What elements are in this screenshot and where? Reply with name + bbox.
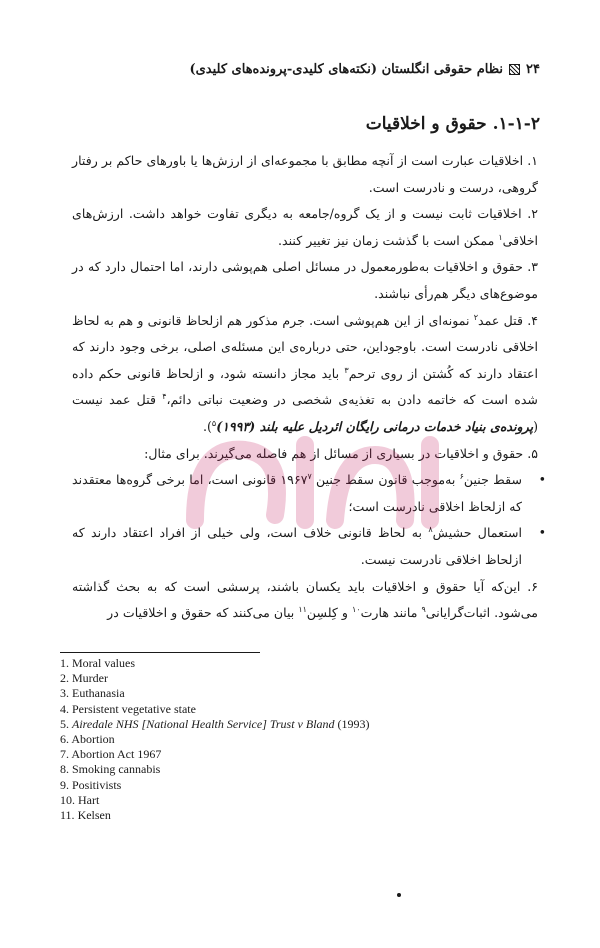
paragraph-1: ۱. اخلاقیات عبارت است از آنچه مطابق با مجموعه‌ای از ارزش‌ها یا باورهای حاکم بر رفتار گروهی، درست و نادرست است. — [72, 153, 538, 195]
bullet-2-text-b: به لحاظ قانونی خلاف است، ولی خیلی از افراد اعتقاد دارند که ازلحاظ اخلاقی نادرست نیست. — [72, 525, 522, 567]
case-citation: پرونده‌ی بنیاد خدمات درمانی رایگان ائردیل علیه بلند — [259, 418, 534, 434]
paragraph-2-text: ۲. اخلاقیات ثابت نیست و از یک گروه/جامعه به دیگری تفاوت خواهد داشت. ارزش‌های اخلاقی — [72, 206, 538, 248]
bullet-2-text: استعمال حشیش — [432, 525, 522, 541]
footnote-separator — [60, 652, 260, 653]
footnote-ref-4[interactable]: ۴ — [162, 392, 167, 402]
case-year: (۱۹۹۳) — [216, 418, 260, 434]
paragraph-3: ۳. حقوق و اخلاقیات به‌طورمعمول در مسائل اصلی هم‌پوشی دارند، اما احتمال دارد که در موضوع‌های دیگر هم‌رأی نباشند. — [72, 259, 538, 301]
paragraph-6-text-c: و کِلسِن — [306, 605, 352, 621]
footnote-6: 6. Abortion — [60, 732, 115, 747]
footnote-ref-10[interactable]: ۱۰ — [351, 604, 361, 614]
footnote-ref-6[interactable]: ۶ — [459, 471, 464, 481]
footnote-ref-1[interactable]: ۱ — [498, 232, 503, 242]
footnote-1: 1. Moral values — [60, 656, 135, 670]
footnote-2: 2. Murder — [60, 671, 108, 686]
bullet-1-text-b: به‌موجب قانون سقط جنین ۱۹۶۷ — [280, 472, 460, 488]
paragraph-4-text-c: باید مجاز دانسته شود، و ازلحاظ قانونی حکم داده شده است که خاتمه دادن به تغذیه‌ی شخصی در وضعیت نباتی دائم، — [72, 365, 538, 408]
bullet-1-text: سقط جنین — [463, 472, 522, 488]
paragraph-2 — [72, 201, 538, 254]
paragraph-4-close: ). — [202, 418, 212, 434]
footnote-10: 10. Hart — [60, 792, 100, 807]
footnote-11: 11. Kelsen — [60, 808, 111, 823]
footnote-3: 3. Euthanasia — [60, 686, 125, 701]
paragraph-4-text: ۴. قتل عمد — [478, 312, 538, 328]
page-mark-dot — [397, 893, 401, 897]
footnotes — [60, 656, 530, 823]
footnote-ref-8[interactable]: ۸ — [428, 525, 433, 535]
bullet-dot-icon: • — [538, 525, 546, 541]
paragraph-5: ۵. حقوق و اخلاقیات در بسیاری از مسائل از هم فاصله می‌گیرند. برای مثال: — [144, 445, 538, 461]
section-title: ۱-۱-۲. حقوق و اخلاقیات — [365, 114, 540, 134]
footnote-9: 9. Positivists — [60, 777, 122, 792]
paragraph-4-text-b: نمونه‌ای از این هم‌پوشی است. جرم مذکور هم ازلحاظ قانونی و هم به لحاظ اخلاقی نادرست است. باوجوداین، حتی درباره‌ی این مسئله‌ی اصلی، برخی وجود دارند که اعتقاد دارند که کُشتن از روی ترحم — [72, 312, 538, 381]
footnote-4: 4. Persistent vegetative state — [60, 701, 196, 716]
header-title: نظام حقوقی انگلستان (نکته‌های کلیدی-پرونده‌های کلیدی) — [189, 62, 504, 77]
footnote-5: 5. Airedale NHS [National Health Service] Trust v Bland (1993) — [60, 716, 370, 731]
page-number: ۲۴ — [526, 62, 540, 77]
bullet-dot-icon: • — [538, 472, 546, 488]
paragraph-2-text-cont: ممکن است با گذشت زمان نیز تغییر کنند. — [277, 232, 499, 248]
paragraph-6-text-d: بیان می‌کنند که حقوق و اخلاقیات در — [107, 605, 299, 621]
paragraph-6-text-b: مانند هارت — [360, 605, 422, 621]
paragraph-6 — [72, 574, 538, 627]
paragraph-4-text-d: قتل عمد نیست ( — [72, 392, 538, 434]
footnote-7: 7. Abortion Act 1967 — [60, 747, 162, 762]
footnote-ref-3[interactable]: ۳ — [344, 365, 349, 375]
footnote-ref-9[interactable]: ۹ — [421, 604, 426, 614]
running-header — [70, 62, 540, 77]
footnote-8: 8. Smoking cannabis — [60, 762, 161, 777]
footnote-ref-5[interactable]: ۵ — [211, 418, 217, 428]
square-marker-icon — [509, 64, 520, 75]
body-text — [72, 148, 546, 627]
footnote-ref-2[interactable]: ۲ — [473, 312, 479, 322]
bullet-item-1 — [72, 467, 546, 520]
footnote-ref-7[interactable]: ۷ — [307, 471, 312, 481]
footnote-ref-11[interactable]: ۱۱ — [298, 604, 307, 614]
paragraph-4 — [72, 308, 538, 441]
paragraph-6-text: ۶. این‌که آیا حقوق و اخلاقیات باید یکسان باشند، پرسشی است که به بحث گذاشته می‌شود. اثبات‌گرایانی — [72, 578, 538, 621]
bullet-item-2 — [72, 520, 546, 573]
bullet-1-text-c: قانونی است، اما برخی گروه‌ها معتقدند که ازلحاظ اخلاقی نادرست است؛ — [72, 472, 522, 514]
